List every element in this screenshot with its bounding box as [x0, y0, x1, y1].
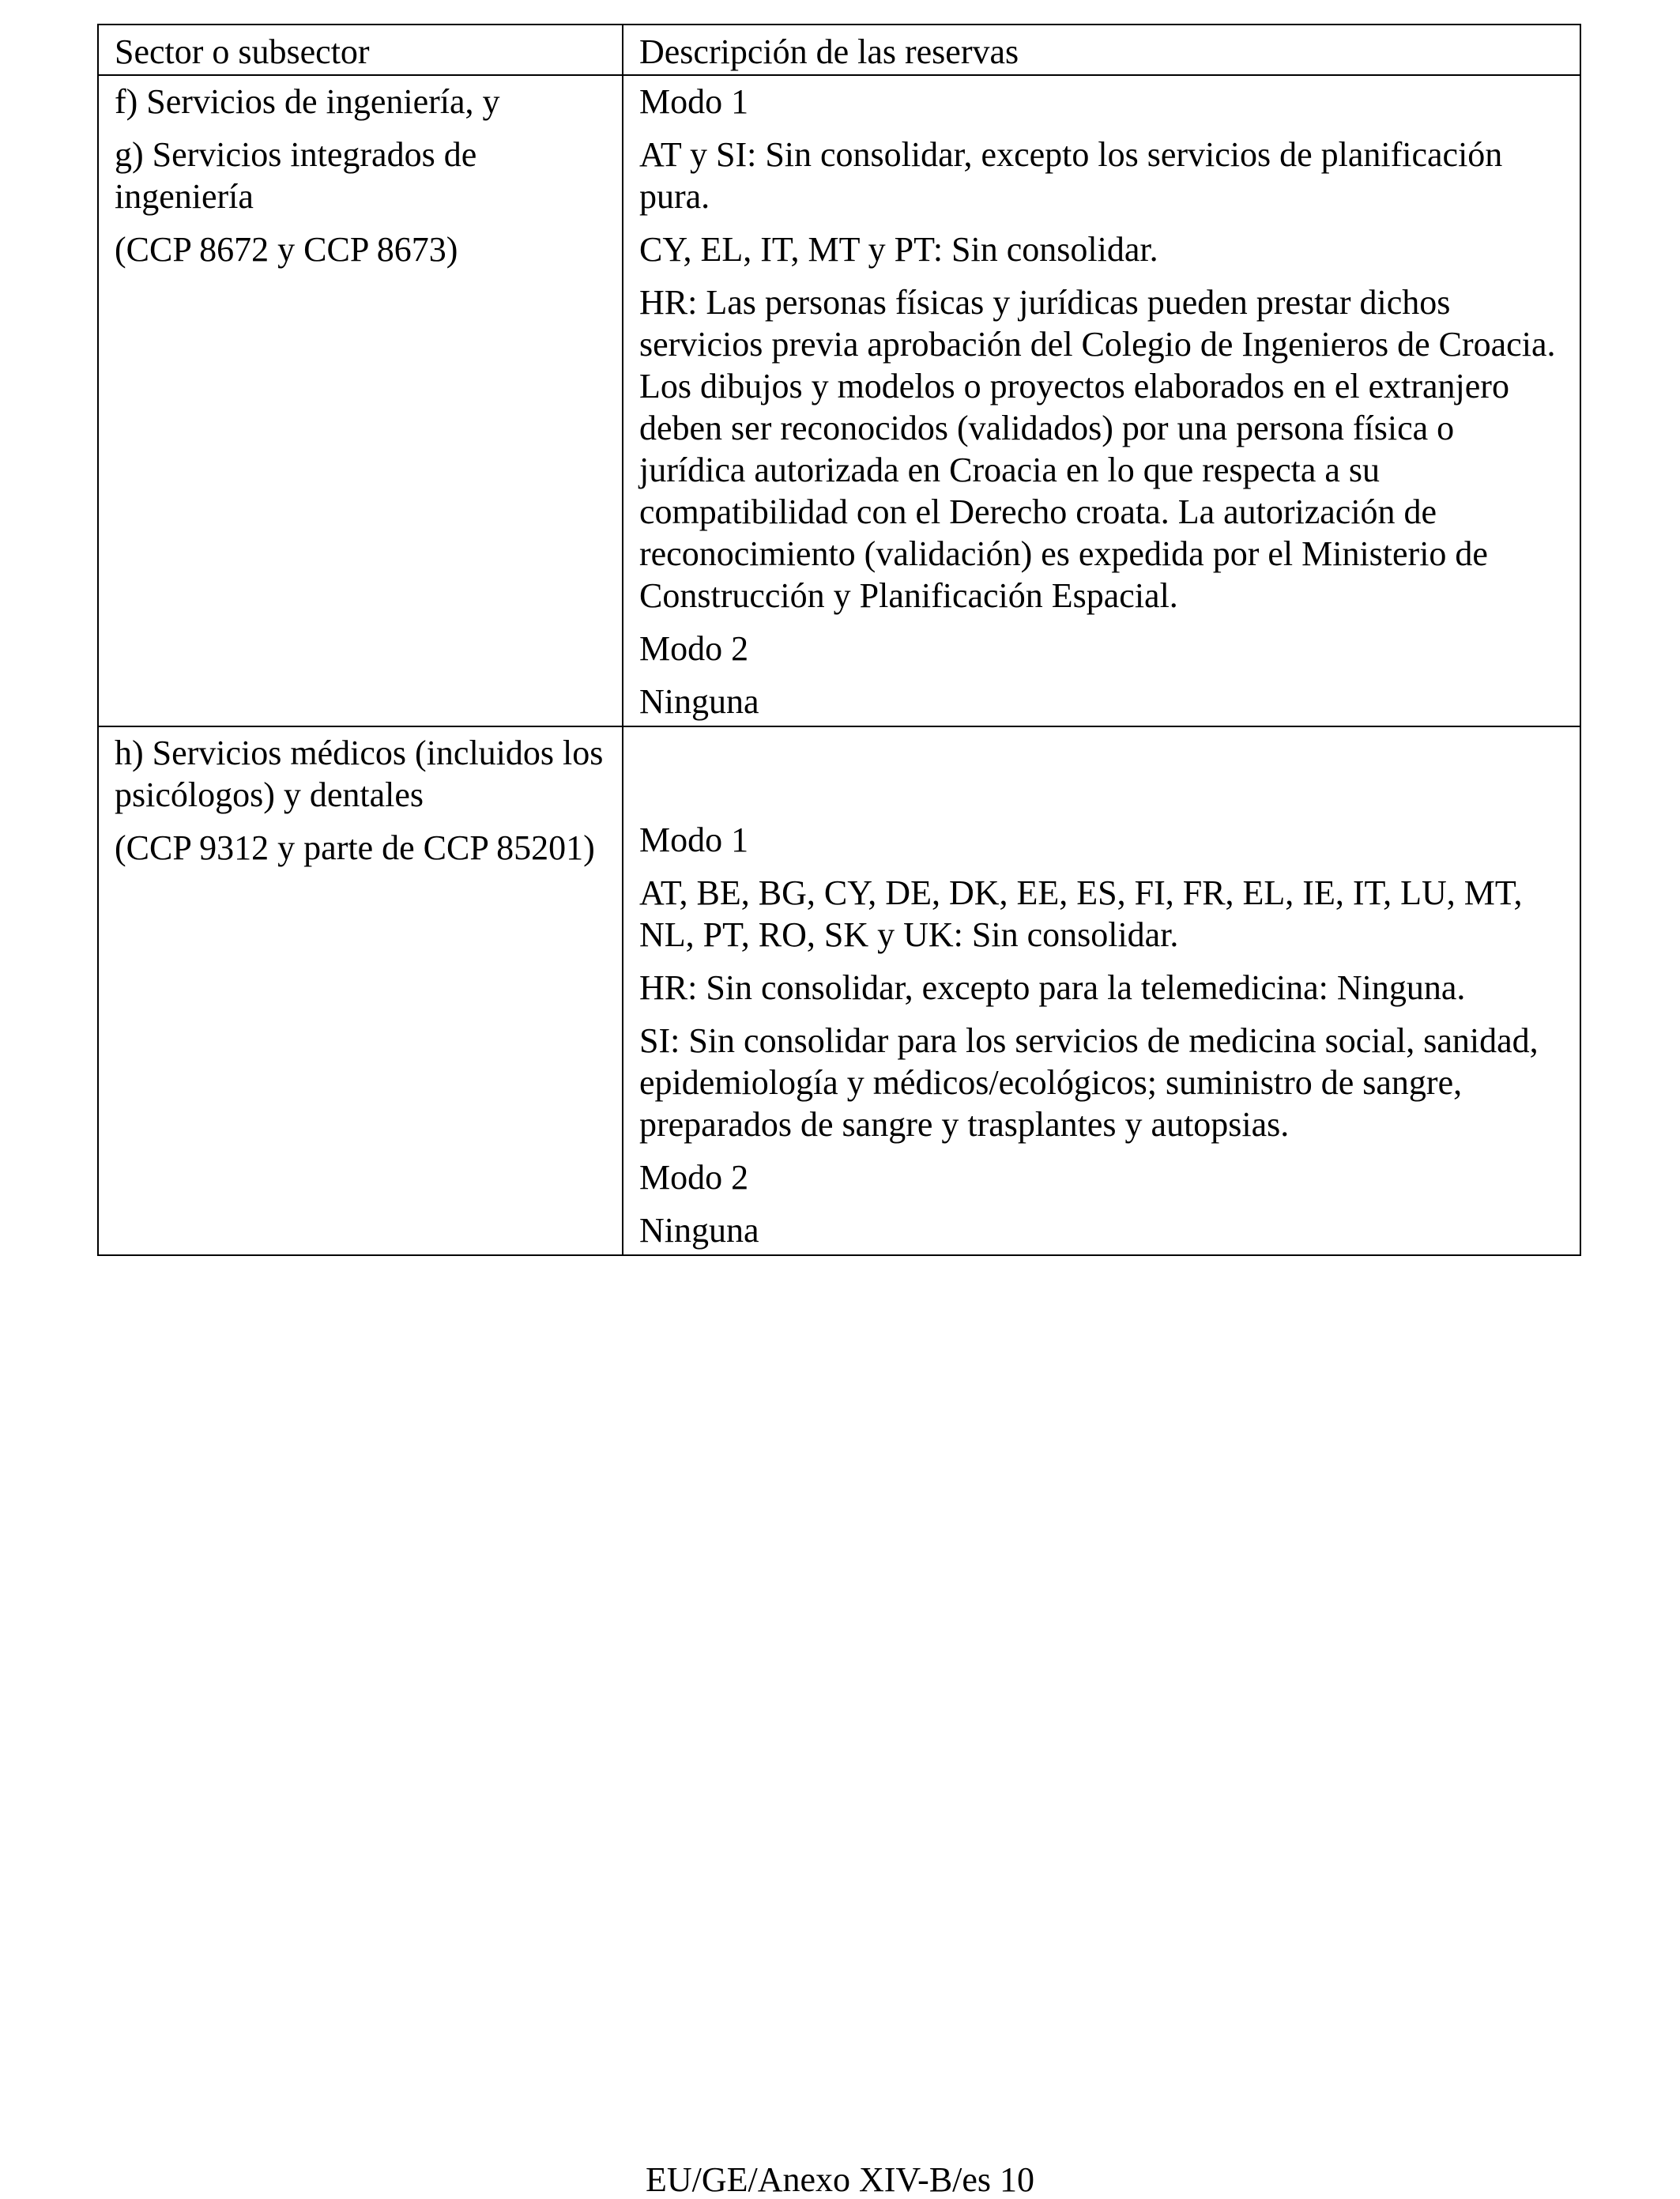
blank-space [639, 732, 1564, 819]
mode-heading: Modo 1 [639, 820, 749, 859]
reservation-text: Ninguna [639, 682, 759, 721]
sector-cell [98, 726, 623, 1255]
reservation-text: Ninguna [639, 1211, 759, 1250]
reservations-table [97, 24, 1581, 1256]
reservation-text: HR: Sin consolidar, excepto para la telemedicina: Ninguna. [639, 968, 1466, 1007]
reservation-text: CY, EL, IT, MT y PT: Sin consolidar. [639, 230, 1158, 269]
table-header-row [98, 25, 1580, 75]
sector-text: g) Servicios integrados de ingeniería [115, 135, 477, 216]
sector-cell [98, 75, 623, 726]
cpc-codes: (CCP 9312 y parte de CCP 85201) [115, 828, 595, 867]
description-cell [623, 726, 1580, 1255]
header-description-cell: Descripción de las reservas [623, 25, 1580, 75]
reservation-text: SI: Sin consolidar para los servicios de medicina social, sanidad, epidemiología y médicos/ecológicos; suministro de sangre, preparados de sangre y trasplantes y autopsias. [639, 1021, 1539, 1144]
description-cell [623, 75, 1580, 726]
reservation-text: HR: Las personas físicas y jurídicas pueden prestar dichos servicios previa aprobación del Colegio de Ingenieros de Croacia. Los dibujos y modelos o proyectos elaborados en el extranjero deben ser reconocidos (validados) por una persona física o jurídica autorizada en Croacia en lo que respecta a su compatibilidad con el Derecho croata. La autorización de reconocimiento (validación) es expedida por el Ministerio de Construcción y Planificación Espacial. [639, 283, 1556, 615]
reservation-text: AT, BE, BG, CY, DE, DK, EE, ES, FI, FR, EL, IE, IT, LU, MT, NL, PT, RO, SK y UK: Sin consolidar. [639, 873, 1523, 954]
sector-text: h) Servicios médicos (incluidos los psicólogos) y dentales [115, 734, 604, 814]
mode-heading: Modo 2 [639, 1158, 749, 1197]
reservation-text: AT y SI: Sin consolidar, excepto los servicios de planificación pura. [639, 135, 1503, 216]
page-footer: EU/GE/Anexo XIV-B/es 10 [645, 2160, 1035, 2199]
cpc-codes: (CCP 8672 y CCP 8673) [115, 230, 458, 269]
mode-heading: Modo 2 [639, 629, 749, 668]
sector-text: f) Servicios de ingeniería, y [115, 82, 500, 121]
mode-heading: Modo 1 [639, 82, 749, 121]
table-row [98, 726, 1580, 1255]
table-row [98, 75, 1580, 726]
header-sector-cell: Sector o subsector [98, 25, 623, 75]
